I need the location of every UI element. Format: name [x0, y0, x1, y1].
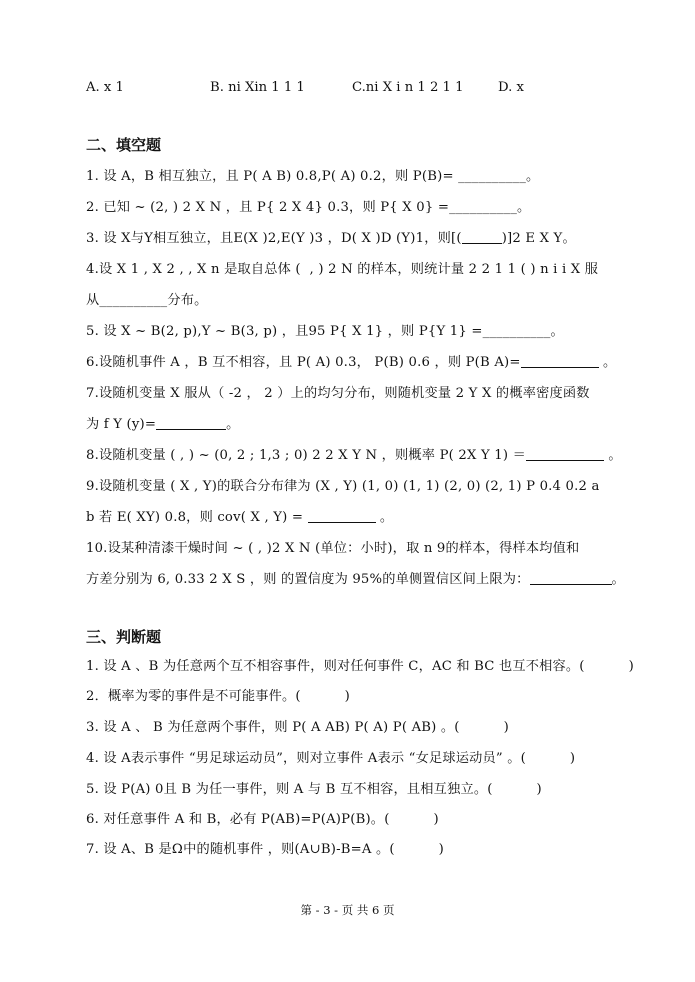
fill-item-2: 2. 已知 ~ (2, ) 2 X N ，且 P{ 2 X 4} 0.3，则 P{ X 0} =__________。 [86, 200, 531, 215]
fill-item-9: 9.设随机变量 ( X , Y)的联合分布律为 (X , Y) (1, 0) (1, 1) (2, 0) (2, 1) P 0.4 0.2 a [86, 479, 600, 494]
judge-item-2: 2．概率为零的事件是不可能事件。( ) [86, 689, 351, 704]
fill-item-10: 10.设某种清漆干燥时间 ~ ( , )2 X N (单位：小时)，取 n 9的样本，得样本均值和 [86, 541, 580, 556]
fill-item-8: 8.设随机变量 ( , ) ~ (0, 2 ; 1,3 ; 0) 2 2 X Y N ，则概率 P( 2X Y 1) ＝ 。 [86, 448, 622, 463]
page-footer: 第 - 3 - 页 共 6 页 [300, 903, 395, 917]
fill-item-1: 1. 设 A，B 相互独立，且 P( A B) 0.8,P( A) 0.2，则 P(B)= __________。 [86, 169, 540, 184]
answer-blank[interactable] [521, 355, 599, 368]
section-heading-true-false: 三、判断题 [86, 628, 162, 646]
answer-blank[interactable] [462, 231, 502, 244]
fill-item-3: 3. 设 X与Y相互独立，且E(X )2,E(Y )3 ，D( X )D (Y)1，则[( )]2 E X Y。 [86, 231, 576, 246]
judge-item-4: 4. 设 A表示事件 “男足球运动员”，则对立事件 A表示 “女足球运动员” 。( ) [86, 751, 576, 766]
judge-item-1: 1. 设 A 、B 为任意两个互不相容事件，则对任何事件 C，AC 和 BC 也互不相容。( ) [86, 659, 634, 674]
answer-blank[interactable] [530, 572, 612, 585]
fill-item-7-cont: 为 f Y (y)= 。 [86, 417, 240, 432]
option-b: B. ni Xin 1 1 1 [210, 80, 305, 95]
fill-item-4-cont: 从__________分布。 [86, 293, 208, 308]
fill-item-7: 7.设随机变量 X 服从（ -2 ， 2 ）上的均匀分布，则随机变量 2 Y X 的概率密度函数 [86, 386, 590, 401]
fill-item-4: 4.设 X 1 , X 2 , , X n 是取自总体 ( , ) 2 N 的样本，则统计量 2 2 1 1 ( ) n i i X 服 [86, 262, 599, 277]
judge-item-6: 6. 对任意事件 A 和 B，必有 P(AB)=P(A)P(B)。( ) [86, 812, 439, 827]
judge-item-5: 5. 设 P(A) 0且 B 为任一事件，则 A 与 B 互不相容，且相互独立。( ) [86, 782, 542, 797]
option-c: C.ni X i n 1 2 1 1 [352, 80, 464, 95]
fill-item-5: 5. 设 X ~ B(2, p),Y ~ B(3, p) ，且95 P{ X 1} ，则 P{Y 1} =__________。 [86, 324, 564, 339]
answer-blank[interactable] [156, 417, 226, 430]
fill-item-6: 6.设随机事件 A ，B 互不相容，且 P( A) 0.3， P(B) 0.6 ，则 P(B A)= 。 [86, 355, 617, 370]
option-a: A. x 1 [86, 80, 124, 95]
answer-blank[interactable] [308, 510, 376, 523]
fill-item-9-cont: b 若 E( XY) 0.8，则 cov( X , Y) = 。 [86, 510, 394, 525]
option-d: D. x [498, 80, 524, 95]
answer-blank[interactable] [526, 448, 604, 461]
judge-item-3: 3. 设 A 、 B 为任意两个事件，则 P( A AB) P( A) P( AB) 。( ) [86, 720, 509, 735]
judge-item-7: 7. 设 A、B 是Ω中的随机事件 ，则(A∪B)-B=A 。( ) [86, 842, 445, 857]
fill-item-10-cont: 方差分别为 6, 0.33 2 X S ，则 的置信度为 95%的单侧置信区间上限为： 。 [86, 572, 625, 587]
section-heading-fill-in: 二、填空题 [86, 136, 162, 154]
